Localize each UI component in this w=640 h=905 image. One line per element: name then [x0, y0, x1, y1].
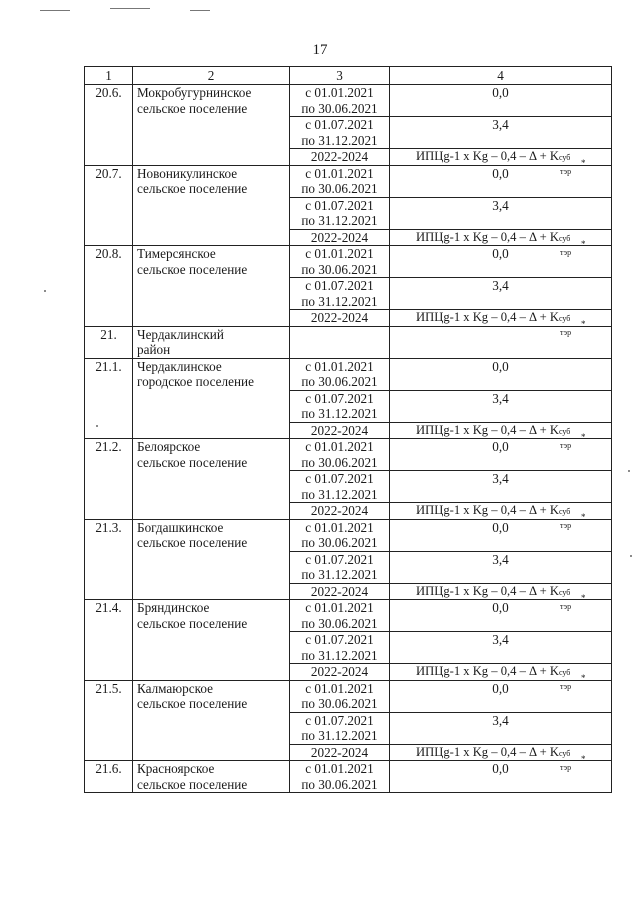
- period-cell: [290, 664, 390, 681]
- settlement-name-line: Тимерсянское: [137, 246, 216, 261]
- column-header: 4: [390, 67, 612, 85]
- period-cell: [290, 471, 390, 503]
- tariff-value: 0,0: [390, 85, 612, 117]
- district-name: [133, 326, 290, 358]
- period-line: с 01.01.2021: [305, 761, 374, 776]
- period-line: с 01.07.2021: [305, 551, 374, 567]
- period-line: с 01.07.2021: [305, 278, 374, 293]
- formula-superscript: суб: [558, 153, 571, 162]
- table-row: [85, 326, 612, 358]
- column-header: 3: [290, 67, 390, 85]
- period-line: с 01.07.2021: [305, 117, 374, 132]
- period-cell: [290, 600, 390, 632]
- tariff-value: 0,0: [390, 680, 612, 712]
- formula-base: ИПЦg-1 x Kg – 0,4 – Δ + K: [416, 310, 559, 324]
- settlement-name-line: сельское поселение: [137, 100, 248, 116]
- tariff-value: 3,4: [390, 712, 612, 744]
- period-line: по 31.12.2021: [301, 647, 378, 663]
- scan-artifact: [44, 290, 46, 292]
- period-cell: [290, 632, 390, 664]
- period-line: 2022-2024: [310, 149, 369, 164]
- settlement-name-line: сельское поселение: [137, 776, 248, 792]
- formula-base: ИПЦg-1 x Kg – 0,4 – Δ + K: [416, 503, 559, 517]
- settlement-name-line: Бряндинское: [137, 600, 210, 615]
- settlement-name: [133, 600, 290, 681]
- period-line: с 01.01.2021: [305, 439, 374, 454]
- period-line: с 01.07.2021: [305, 390, 374, 406]
- period-line: 2022-2024: [310, 422, 369, 438]
- column-header: 1: [85, 67, 133, 85]
- period-cell: [290, 390, 390, 422]
- period-line: по 31.12.2021: [301, 728, 378, 743]
- period-line: 2022-2024: [310, 664, 369, 679]
- formula-superscript: суб: [558, 748, 571, 758]
- formula-superscript: суб: [558, 426, 571, 436]
- scan-artifact: [96, 425, 98, 427]
- settlement-name-line: Богдашкинское: [137, 519, 224, 535]
- period-line: с 01.07.2021: [305, 471, 374, 486]
- table-row: [85, 439, 612, 471]
- period-line: по 31.12.2021: [301, 567, 378, 582]
- tariff-value: 0,0: [390, 761, 612, 793]
- period-line: по 30.06.2021: [301, 776, 378, 792]
- table-row: [85, 600, 612, 632]
- period-cell: [290, 503, 390, 520]
- scan-artifact: [110, 8, 150, 9]
- period-line: по 31.12.2021: [301, 293, 378, 309]
- formula-superscript: суб: [558, 587, 571, 597]
- period-cell: [290, 439, 390, 471]
- table-row: [85, 85, 612, 117]
- formula-base: ИПЦg-1 x Kg – 0,4 – Δ + K: [416, 583, 559, 598]
- formula-base: ИПЦg-1 x Kg – 0,4 – Δ + K: [416, 149, 559, 163]
- tariff-value: 0,0: [390, 165, 612, 197]
- period-line: 2022-2024: [310, 744, 369, 760]
- period-cell: [290, 583, 390, 600]
- table-row: [85, 358, 612, 390]
- tariff-value: 3,4: [390, 390, 612, 422]
- period-line: 2022-2024: [310, 583, 369, 599]
- period-cell: [290, 246, 390, 278]
- column-header: 2: [133, 67, 290, 85]
- scan-artifact: [40, 10, 70, 11]
- period-line: с 01.07.2021: [305, 632, 374, 647]
- settlement-name-line: Белоярское: [137, 439, 201, 454]
- period-line: с 01.01.2021: [305, 680, 374, 696]
- tariff-value: 0,0: [390, 519, 612, 551]
- period-cell: [290, 117, 390, 149]
- tariff-value: 0,0: [390, 600, 612, 632]
- settlement-name: [133, 358, 290, 439]
- period-cell: [290, 326, 390, 358]
- formula-subscript: тэр: [559, 440, 572, 450]
- period-cell: [290, 551, 390, 583]
- formula-superscript: суб: [558, 314, 571, 323]
- period-line: по 30.06.2021: [301, 454, 378, 470]
- settlement-name-line: городское поселение: [137, 374, 254, 389]
- tariff-formula-cell: [390, 310, 612, 337]
- formula-superscript: суб: [558, 507, 571, 516]
- tariff-value: 0,0: [390, 439, 612, 471]
- formula-base: ИПЦg-1 x Kg – 0,4 – Δ + K: [416, 664, 559, 678]
- period-cell: [290, 358, 390, 390]
- period-line: с 01.01.2021: [305, 519, 374, 535]
- period-line: по 30.06.2021: [301, 100, 378, 116]
- period-line: по 31.12.2021: [301, 213, 378, 228]
- period-cell: [290, 680, 390, 712]
- period-cell: [290, 85, 390, 117]
- settlement-name: [133, 85, 290, 166]
- row-number: 20.7.: [85, 165, 133, 246]
- tariff-value: [390, 326, 612, 358]
- settlement-name-line: Калмаюрское: [137, 680, 213, 696]
- period-cell: [290, 712, 390, 744]
- period-cell: [290, 149, 390, 166]
- period-cell: [290, 165, 390, 197]
- period-line: с 01.01.2021: [305, 85, 374, 100]
- tariff-value: 3,4: [390, 471, 612, 503]
- table-row: [85, 246, 612, 278]
- period-line: с 01.01.2021: [305, 358, 374, 374]
- period-cell: [290, 761, 390, 793]
- settlement-name: [133, 165, 290, 246]
- tariff-value: 3,4: [390, 632, 612, 664]
- period-cell: [290, 744, 390, 761]
- scan-artifact: [628, 470, 630, 472]
- period-line: с 01.01.2021: [305, 246, 374, 261]
- formula-star: *: [580, 319, 586, 329]
- row-number: 20.6.: [85, 85, 133, 166]
- settlement-name: [133, 761, 290, 793]
- tariff-value: 3,4: [390, 197, 612, 229]
- formula-superscript: суб: [558, 233, 571, 243]
- row-number: 21.4.: [85, 600, 133, 681]
- settlement-name-line: Красноярское: [137, 761, 215, 776]
- period-line: с 01.07.2021: [305, 197, 374, 213]
- period-line: по 30.06.2021: [301, 535, 378, 550]
- table-row: [85, 165, 612, 197]
- formula-subscript: тэр: [559, 328, 572, 337]
- formula: [416, 310, 586, 337]
- row-number: 21.1.: [85, 358, 133, 439]
- scan-artifact: [190, 10, 210, 11]
- period-line: по 30.06.2021: [301, 374, 378, 389]
- settlement-name-line: Новоникулинское: [137, 165, 238, 181]
- district-name-line: район: [137, 342, 171, 357]
- formula-base: ИПЦg-1 x Kg – 0,4 – Δ + K: [416, 229, 559, 244]
- district-name-line: Чердаклинский: [137, 326, 224, 342]
- table-row: [85, 680, 612, 712]
- settlement-name-line: сельское поселение: [137, 696, 248, 711]
- settlement-name-line: сельское поселение: [137, 261, 248, 277]
- table-row: [85, 519, 612, 551]
- formula-star: *: [580, 673, 586, 683]
- period-line: по 30.06.2021: [301, 615, 378, 631]
- settlement-name: [133, 519, 290, 600]
- tariff-table: [84, 66, 612, 793]
- settlement-name-line: сельское поселение: [137, 615, 248, 631]
- formula-subscript: тэр: [559, 521, 572, 530]
- settlement-name-line: сельское поселение: [137, 535, 248, 550]
- formula-star: *: [580, 753, 586, 764]
- period-line: 2022-2024: [310, 503, 369, 518]
- period-line: 2022-2024: [310, 229, 369, 245]
- table-row: [85, 761, 612, 793]
- formula-star: *: [580, 592, 586, 603]
- period-cell: [290, 310, 390, 327]
- period-line: по 31.12.2021: [301, 486, 378, 502]
- settlement-name-line: сельское поселение: [137, 181, 248, 196]
- settlement-name: [133, 680, 290, 761]
- page-number: 17: [312, 42, 328, 58]
- formula-superscript: суб: [558, 668, 571, 677]
- formula-star: *: [580, 158, 586, 168]
- tariff-value: 3,4: [390, 551, 612, 583]
- period-line: с 01.07.2021: [305, 712, 374, 728]
- period-line: с 01.01.2021: [305, 600, 374, 615]
- row-number: 21.5.: [85, 680, 133, 761]
- period-line: по 30.06.2021: [301, 261, 378, 277]
- period-line: по 30.06.2021: [301, 696, 378, 711]
- formula-subscript: тэр: [559, 601, 572, 611]
- tariff-value: 3,4: [390, 117, 612, 149]
- period-cell: [290, 519, 390, 551]
- period-line: с 01.01.2021: [305, 165, 374, 181]
- settlement-name: [133, 439, 290, 520]
- settlement-name-line: Мокробугурнинское: [137, 85, 252, 100]
- tariff-value: 0,0: [390, 358, 612, 390]
- period-line: 2022-2024: [310, 310, 369, 325]
- settlement-name-line: Чердаклинское: [137, 358, 222, 374]
- row-number: 21.3.: [85, 519, 133, 600]
- row-number: 21.6.: [85, 761, 133, 793]
- period-cell: [290, 278, 390, 310]
- row-number: 21.: [85, 326, 133, 358]
- formula-star: *: [580, 431, 586, 442]
- period-cell: [290, 422, 390, 439]
- formula-subscript: тэр: [559, 247, 572, 257]
- settlement-name-line: сельское поселение: [137, 454, 248, 470]
- formula-base: ИПЦg-1 x Kg – 0,4 – Δ + K: [416, 744, 559, 759]
- tariff-value: 0,0: [390, 246, 612, 278]
- formula-star: *: [580, 512, 586, 522]
- scan-artifact: [630, 555, 632, 557]
- period-line: по 30.06.2021: [301, 181, 378, 196]
- period-cell: [290, 229, 390, 246]
- row-number: 20.8.: [85, 246, 133, 327]
- formula-base: ИПЦg-1 x Kg – 0,4 – Δ + K: [416, 422, 559, 437]
- table-header-row: [85, 67, 612, 85]
- formula-star: *: [580, 238, 586, 249]
- period-line: по 31.12.2021: [301, 406, 378, 421]
- period-line: по 31.12.2021: [301, 132, 378, 148]
- settlement-name: [133, 246, 290, 327]
- tariff-table-body: [85, 67, 612, 793]
- formula-subscript: тэр: [559, 167, 572, 176]
- period-cell: [290, 197, 390, 229]
- formula-subscript: тэр: [559, 762, 572, 772]
- row-number: 21.2.: [85, 439, 133, 520]
- formula-subscript: тэр: [559, 682, 572, 691]
- tariff-value: 3,4: [390, 278, 612, 310]
